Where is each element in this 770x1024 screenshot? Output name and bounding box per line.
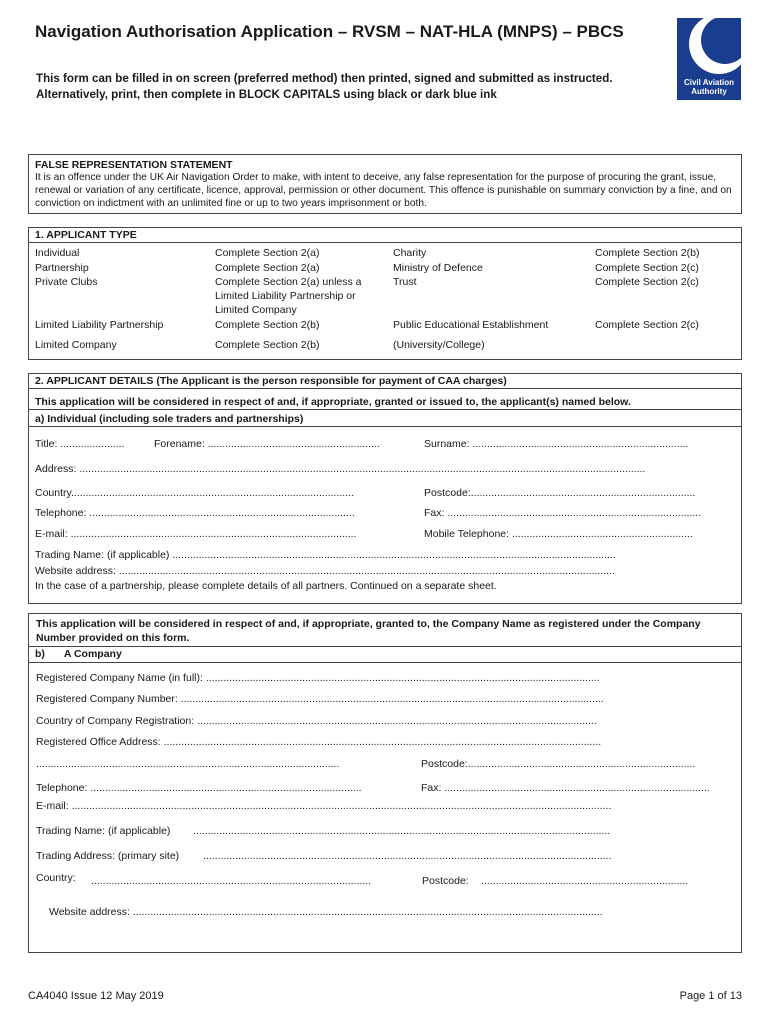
address-field[interactable]: Address: ..................................................................................................................................................................................................: [35, 463, 646, 475]
registered-office-line2[interactable]: ........................................................................................................: [36, 758, 340, 770]
country-field[interactable]: Country.................................................................................................: [35, 487, 354, 499]
company-name-field[interactable]: Registered Company Name (in full): .......................................................................................................................................: [36, 672, 600, 684]
false-representation-text: It is an offence under the UK Air Navigation Order to make, with intent to deceive, any false representation for the purpose of procuring the grant, issue, renewal or variation of any certificate, licence, approval, permission or other document. This offence is punishable on summary conviction by a fine, and on conviction on indictment with an unlimited fine or up to two years imprisonment or both.: [35, 172, 732, 209]
trading-address-label: Trading Address: (primary site): [36, 850, 180, 862]
mobile-telephone-field[interactable]: Mobile Telephone: ..............................................................: [424, 528, 693, 540]
surname-field[interactable]: Surname: ..........................................................................: [424, 438, 689, 450]
instr-individual: Complete Section 2(a): [215, 247, 320, 259]
form-reference: CA4040 Issue 12 May 2019: [28, 990, 164, 1002]
logo-text-line2: Authority: [691, 87, 727, 96]
company-postcode2-field[interactable]: .......................................................................: [481, 875, 689, 887]
instr-llp: Complete Section 2(b): [215, 319, 320, 331]
company-postcode2-label: Postcode:: [422, 875, 469, 887]
instr-trust: Complete Section 2(c): [595, 276, 699, 288]
type-charity: Charity: [393, 247, 427, 259]
company-fax-field[interactable]: Fax: ...........................................................................................: [421, 782, 710, 794]
type-public-education: Public Educational Establishment: [393, 319, 549, 331]
page-title: Navigation Authorisation Application – RVSM – NAT-HLA (MNPS) – PBCS: [35, 22, 624, 41]
company-country-label: Country:: [36, 872, 76, 884]
type-private-clubs: Private Clubs: [35, 276, 98, 288]
instr-partnership: Complete Section 2(a): [215, 262, 320, 274]
instr-public-education: Complete Section 2(c): [595, 319, 699, 331]
section1-heading: 1. APPLICANT TYPE: [29, 228, 741, 243]
form-instructions: This form can be filled in on screen (preferred method) then printed, signed and submitted as instructed. Alternatively, print, then complete in BLOCK CAPITALS using black or dark blue ink: [36, 72, 613, 101]
type-partnership: Partnership: [35, 262, 89, 274]
section-applicant-type: [28, 227, 742, 360]
company-website-field[interactable]: Website address: .................................................................................................................................................................: [49, 906, 603, 918]
title-field[interactable]: Title: ......................: [35, 438, 125, 450]
section2b-heading: [29, 646, 741, 663]
company-trading-country-field[interactable]: ................................................................................................: [91, 875, 372, 887]
false-representation-heading: FALSE REPRESENTATION STATEMENT: [35, 159, 233, 171]
company-trading-name-label: Trading Name: (if applicable): [36, 825, 171, 837]
page-number: Page 1 of 13: [679, 990, 742, 1002]
type-mod: Ministry of Defence: [393, 262, 483, 274]
website-field[interactable]: Website address: ..........................................................................................................................................................................: [35, 565, 615, 577]
trading-name-field[interactable]: Trading Name: (if applicable) ........................................................................................................................................................: [35, 549, 616, 561]
type-university: (University/College): [393, 339, 485, 351]
instr-charity: Complete Section 2(b): [595, 247, 700, 259]
type-llp: Limited Liability Partnership: [35, 319, 164, 331]
section-company-details: [28, 613, 742, 953]
section2b-letter: b): [35, 648, 45, 660]
trading-address-field[interactable]: ............................................................................................................................................: [203, 850, 612, 862]
instr-mod: Complete Section 2(c): [595, 262, 699, 274]
instr-limited-company: Complete Section 2(b): [215, 339, 320, 351]
company-telephone-field[interactable]: Telephone: .............................................................................................: [36, 782, 362, 794]
instr-private-clubs: Complete Section 2(a) unless a Limited Liability Partnership or Limited Company: [215, 276, 362, 316]
false-representation-box: [28, 154, 742, 214]
company-postcode-field[interactable]: Postcode:..............................................................................: [421, 758, 696, 770]
type-trust: Trust: [393, 276, 417, 288]
partnership-note: In the case of a partnership, please complete details of all partners. Continued on a separate sheet.: [35, 580, 497, 592]
telephone-field[interactable]: Telephone: ...........................................................................................: [35, 507, 355, 519]
company-email-field[interactable]: E-mail: .........................................................................................................................................................................................: [36, 800, 612, 812]
caa-logo: [677, 18, 741, 100]
company-trading-name-field[interactable]: ...............................................................................................................................................: [193, 825, 611, 837]
section2a-heading: a) Individual (including sole traders and partnerships): [29, 412, 741, 427]
logo-text-line1: Civil Aviation: [683, 78, 735, 87]
section2b-note: This application will be considered in respect of and, if appropriate, granted to, the Company Name as registered under the Company Number provided on this form.: [36, 618, 701, 644]
email-field[interactable]: E-mail: ..................................................................................................: [35, 528, 357, 540]
type-limited-company: Limited Company: [35, 339, 117, 351]
registered-office-field[interactable]: Registered Office Address: ......................................................................................................................................................: [36, 736, 602, 748]
company-number-field[interactable]: Registered Company Number: .................................................................................................................................................: [36, 693, 604, 705]
company-country-field[interactable]: Country of Company Registration: .........................................................................................................................................: [36, 715, 597, 727]
section2b-title: A Company: [63, 648, 122, 660]
section2-note: This application will be considered in respect of and, if appropriate, granted or issued to, the applicant(s) named below.: [29, 395, 741, 410]
section2-heading: 2. APPLICANT DETAILS (The Applicant is the person responsible for payment of CAA charges): [29, 374, 741, 389]
postcode-field[interactable]: Postcode:.............................................................................: [424, 487, 696, 499]
type-individual: Individual: [35, 247, 80, 259]
section-applicant-details: [28, 373, 742, 604]
fax-field[interactable]: Fax: .......................................................................................: [424, 507, 702, 519]
forename-field[interactable]: Forename: ...........................................................: [154, 438, 380, 450]
